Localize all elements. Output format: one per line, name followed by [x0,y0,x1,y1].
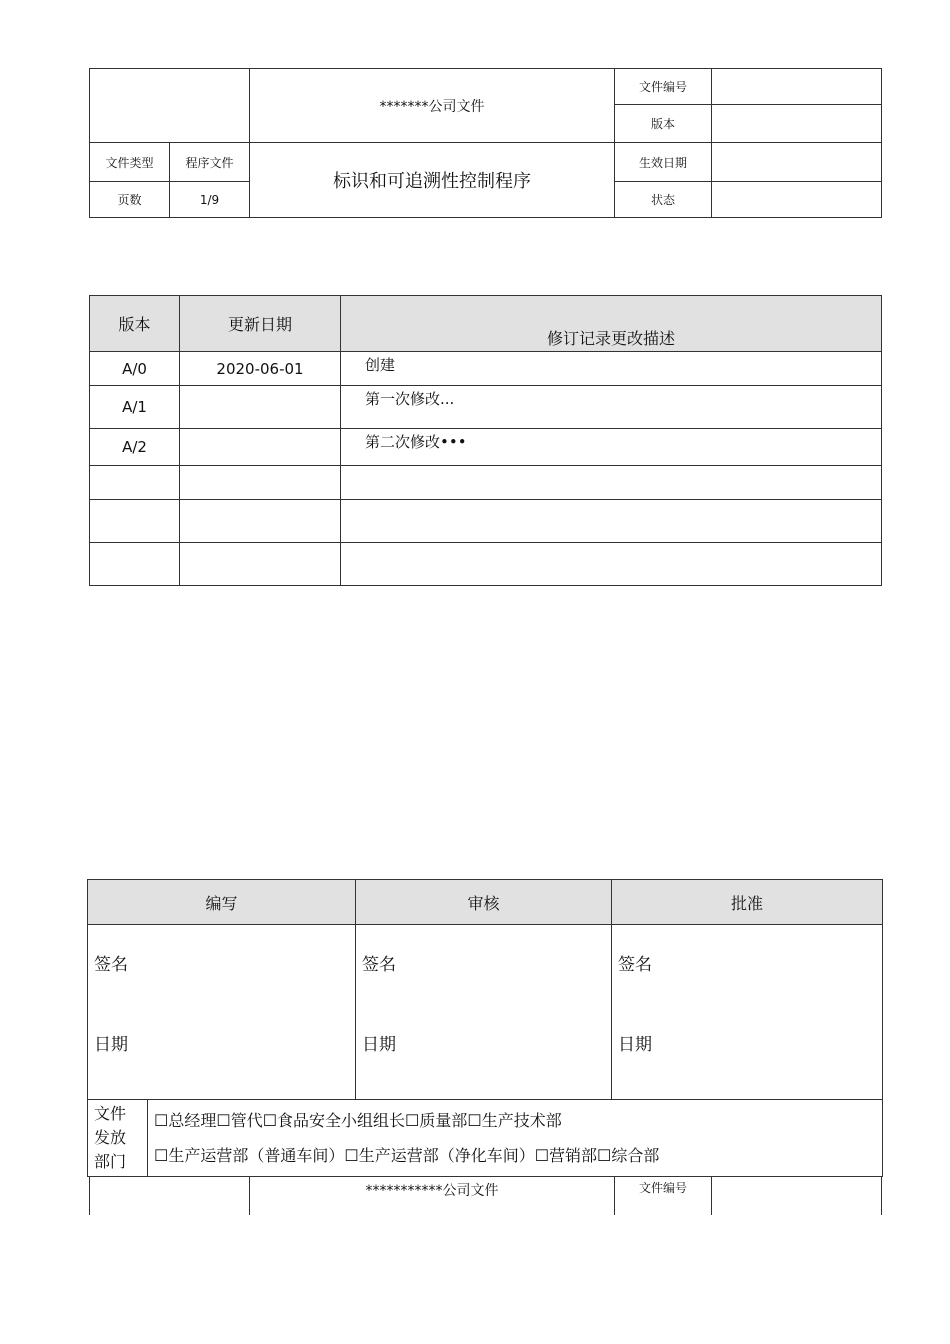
col-description: 修订记录更改描述 [341,296,882,352]
col-review: 审核 [356,880,612,925]
row-description: 第二次修改••• [341,429,882,466]
company-name: *******公司文件 [250,69,615,143]
row-version: A/2 [90,429,180,466]
company-name: ***********公司文件 [250,1177,615,1215]
distribution-label [88,1100,148,1177]
pages-value: 1/9 [170,182,250,218]
approval-table [87,879,883,1177]
next-page-header [89,1176,882,1215]
col-write: 编写 [88,880,356,925]
distribution-label-line: 发放 [94,1128,127,1147]
logo-cell [90,69,250,143]
distribution-line: ☐生产运营部（普通车间）☐生产运营部（净化车间）☐营销部☐综合部 [154,1146,660,1165]
doc-no-label: 文件编号 [615,1177,712,1215]
approve-sign-label: 签名 [618,954,653,975]
col-date: 更新日期 [180,296,341,352]
status-label: 状态 [615,182,712,218]
col-approve: 批准 [612,880,883,925]
table-row [90,543,882,586]
effective-date-value [712,143,882,182]
version-value [712,105,882,143]
version-label: 版本 [615,105,712,143]
table-row [90,386,882,429]
doc-type-label: 文件类型 [90,143,170,182]
col-version: 版本 [90,296,180,352]
pages-label: 页数 [90,182,170,218]
row-date [180,386,341,429]
write-date-label: 日期 [94,1034,128,1055]
review-date-label: 日期 [362,1034,397,1055]
status-value [712,182,882,218]
review-sign-cell [356,925,612,1100]
row-date: 2020-06-01 [180,352,341,386]
write-sign-label: 签名 [94,954,128,975]
distribution-label-line: 文件 [94,1104,127,1123]
doc-no-value [712,69,882,105]
table-row [90,500,882,543]
effective-date-label: 生效日期 [615,143,712,182]
distribution-line: ☐总经理☐管代☐食品安全小组组长☐质量部☐生产技术部 [154,1111,562,1130]
row-version: A/0 [90,352,180,386]
distribution-label-line: 部门 [94,1152,127,1171]
row-version: A/1 [90,386,180,429]
row-date [180,429,341,466]
distribution-departments [148,1100,883,1177]
row-description: 第一次修改... [341,386,882,429]
approve-sign-cell [612,925,883,1100]
logo-cell [90,1177,250,1215]
review-sign-label: 签名 [362,954,397,975]
write-sign-cell [88,925,356,1100]
document-title: 标识和可追溯性控制程序 [250,143,615,218]
document-header-table [89,68,882,218]
approve-date-label: 日期 [618,1034,653,1055]
doc-type-value: 程序文件 [170,143,250,182]
table-row [90,429,882,466]
table-row [90,352,882,386]
row-description: 创建 [341,352,882,386]
doc-no-value [712,1177,882,1215]
doc-no-label: 文件编号 [615,69,712,105]
table-row [90,466,882,500]
revision-history-table [89,295,882,586]
